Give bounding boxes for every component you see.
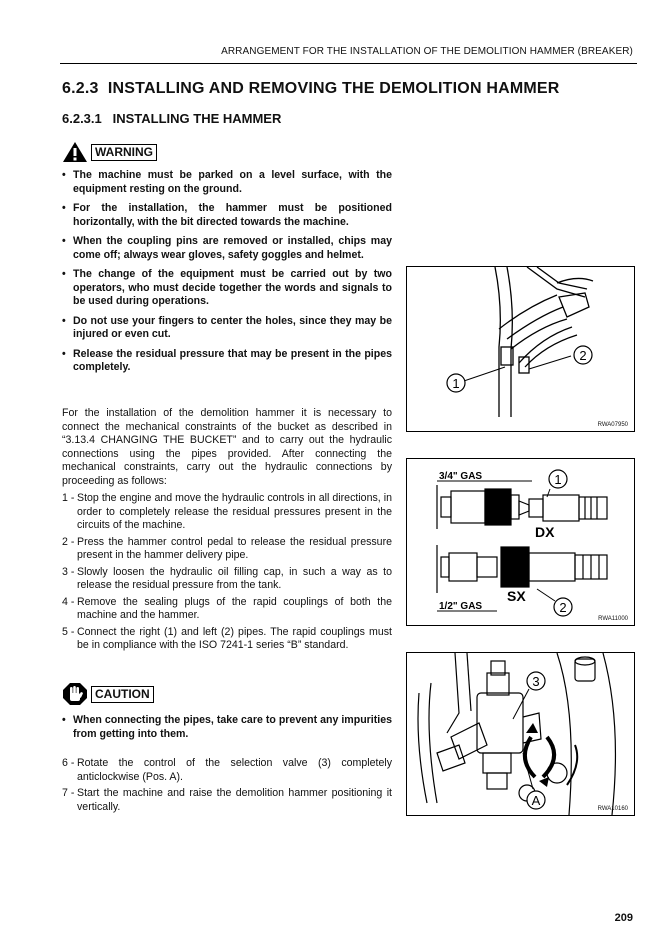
list-item: • When the coupling pins are removed or installed, chips may come off; always wear gloves, safety goggles and helmet. [62,235,392,262]
sx-label: SX [507,588,526,604]
list-item [62,566,392,593]
step-number: 2 - [62,535,75,548]
list-item: • When connecting the pipes, take care to prevent any impurities from getting into them. [62,714,392,741]
list-item [62,536,392,563]
callout-2: 2 [559,600,567,615]
dx-label: DX [535,524,555,540]
running-header: ARRANGEMENT FOR THE INSTALLATION OF THE DEMOLITION HAMMER (BREAKER) [221,46,633,57]
warning-block [62,141,392,381]
caution-label: CAUTION [91,686,154,703]
list-item: • For the installation, the hammer must be positioned horizontally, with the bit directed towards the machine. [62,202,392,229]
valve-drawing [407,653,634,815]
step-text: Stop the engine and move the hydraulic controls in all directions, in order to completely release the residual pressures present in the circuits of the machine. [77,492,392,531]
figure-boom-pipes [406,266,635,432]
callout-3: 3 [532,674,540,689]
list-item [62,757,392,784]
list-item [62,596,392,623]
section-title-text: INSTALLING AND REMOVING THE DEMOLITION HAMMER [107,80,560,97]
step-text: Rotate the control of the selection valve (3) completely anticlockwise (Pos. A). [77,757,392,783]
steps-list-2 [62,757,392,814]
step-text: Remove the sealing plugs of the rapid couplings of both the machine and the hammer. [77,595,392,621]
list-item: • Release the residual pressure that may be present in the pipes completely. [62,348,392,375]
couplings-drawing [407,459,634,625]
list-item [62,787,392,814]
section-number: 6.2.3 [62,80,99,97]
step-number: 5 - [62,625,75,638]
figure-code: RWA07950 [597,422,628,428]
list-item: • The machine must be parked on a level surface, with the equipment resting on the ground. [62,169,392,196]
callout-1: 1 [452,376,460,391]
step-number: 1 - [62,492,75,504]
subsection-number: 6.2.3.1 [62,111,102,126]
callout-1: 1 [554,472,562,487]
intro-paragraph: For the installation of the demolition hammer it is necessary to connect the mechanical constraints of the bucket as described in “3.13.4 CHANGING THE BUCKET” and to carry out the hydraulic connections using the pipes provided. After connecting the mechanical constraints, carry out the hydraulic connections by proceeding as follows: [62,407,392,487]
boom-pipes-drawing [407,267,634,431]
figure-selection-valve [406,652,635,816]
page-number: 209 [614,912,633,924]
list-item: • Do not use your fingers to center the holes, since they may be injured or even cut. [62,315,392,342]
procedure-block [62,407,392,656]
step-number: 6 - [62,757,75,769]
warning-badge [62,141,392,163]
step-text: Press the hammer control pedal to release the residual pressure present in the hammer delivery pipe. [77,535,392,561]
figure-code: RWA11000 [598,616,628,622]
figure-rapid-couplings [406,458,635,626]
header-rule [60,63,637,64]
figure-code: RWA10160 [597,806,628,812]
caution-hand-icon [62,682,88,706]
warning-triangle-icon [62,141,88,163]
list-item [62,626,392,653]
caution-list [62,714,392,741]
step-number: 3 - [62,565,75,578]
caution-block [62,682,392,747]
subsection-title [62,111,281,126]
gas-label-top: 3/4" GAS [439,471,483,482]
list-item: • The change of the equipment must be carried out by two operators, who must decide together the words and signals to be used during operations. [62,268,392,309]
callout-2: 2 [579,348,587,363]
warning-list [62,169,392,375]
subsection-title-text: INSTALLING THE HAMMER [112,111,282,126]
step-text: Start the machine and raise the demolition hammer positioning it vertically. [77,787,392,813]
step-text: Slowly loosen the hydraulic oil filling cap, in such a way as to release the residual pressure from the tank. [77,565,392,591]
list-item [62,492,392,533]
callout-a: A [531,793,541,808]
procedure-block-2 [62,757,392,817]
steps-list [62,492,392,653]
caution-badge [62,682,392,706]
warning-label: WARNING [91,144,157,161]
section-title [62,80,560,98]
gas-label-bottom: 1/2" GAS [439,601,483,612]
step-number: 4 - [62,595,75,608]
step-number: 7 - [62,787,75,799]
step-text: Connect the right (1) and left (2) pipes. The rapid couplings must be in compliance with the ISO 7241-1 series “B” standard. [77,625,392,651]
